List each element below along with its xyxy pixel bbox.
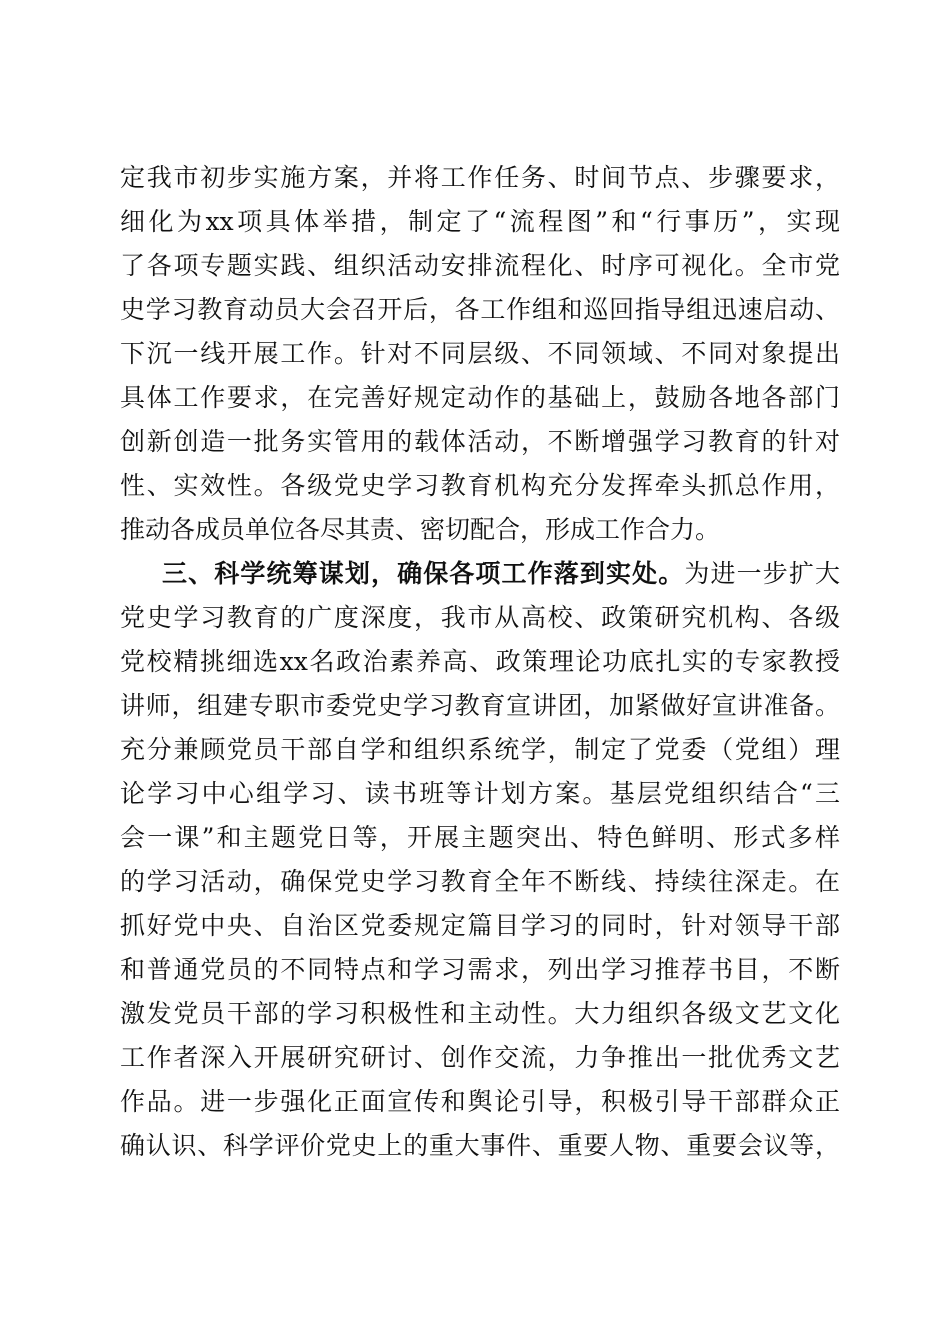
section-heading: 三、科学统筹谋划，确保各项工作落到实处。 [162, 559, 685, 588]
body-text-line: 了各项专题实践、组织活动安排流程化、时序可视化。全市党 [120, 251, 840, 280]
section-heading-line [162, 552, 840, 596]
body-text-line: 党校精挑细选xx名政治素养高、政策理论功底扎实的专家教授 [120, 647, 840, 676]
body-text-line: 的学习活动，确保党史学习教育全年不断线、持续往深走。在 [120, 867, 840, 896]
body-text-line: 充分兼顾党员干部自学和组织系统学，制定了党委（党组）理 [120, 735, 840, 764]
body-text-line: 论学习中心组学习、读书班等计划方案。基层党组织结合“三 [120, 779, 840, 808]
body-text-line: 史学习教育动员大会召开后，各工作组和巡回指导组迅速启动、 [120, 295, 840, 324]
body-text-line: 党史学习教育的广度深度，我市从高校、政策研究机构、各级 [120, 603, 840, 632]
body-text-line: 细化为xx项具体举措，制定了“流程图”和“行事历”，实现 [120, 207, 840, 236]
body-text-line: 性、实效性。各级党史学习教育机构充分发挥牵头抓总作用， [120, 471, 840, 500]
body-text-line: 确认识、科学评价党史上的重大事件、重要人物、重要会议等， [120, 1131, 840, 1160]
body-text-line: 定我市初步实施方案，并将工作任务、时间节点、步骤要求， [120, 163, 840, 192]
body-text-line: 工作者深入开展研究研讨、创作交流，力争推出一批优秀文艺 [120, 1043, 840, 1072]
body-text-line: 会一课”和主题党日等，开展主题突出、特色鲜明、形式多样 [120, 823, 840, 852]
body-text-line: 具体工作要求，在完善好规定动作的基础上，鼓励各地各部门 [120, 383, 840, 412]
body-text-line: 作品。进一步强化正面宣传和舆论引导，积极引导干部群众正 [120, 1087, 840, 1116]
body-text-line: 创新创造一批务实管用的载体活动，不断增强学习教育的针对 [120, 427, 840, 456]
body-text-line: 激发党员干部的学习积极性和主动性。大力组织各级文艺文化 [120, 999, 840, 1028]
body-text-run: 为进一步扩大 [684, 559, 840, 588]
body-text-line: 下沉一线开展工作。针对不同层级、不同领域、不同对象提出 [120, 339, 840, 368]
body-text-line: 讲师，组建专职市委党史学习教育宣讲团，加紧做好宣讲准备。 [120, 691, 840, 720]
body-text-line: 和普通党员的不同特点和学习需求，列出学习推荐书目，不断 [120, 955, 840, 984]
body-text-line: 抓好党中央、自治区党委规定篇目学习的同时，针对领导干部 [120, 911, 840, 940]
body-text-line: 推动各成员单位各尽其责、密切配合，形成工作合力。 [120, 515, 721, 544]
